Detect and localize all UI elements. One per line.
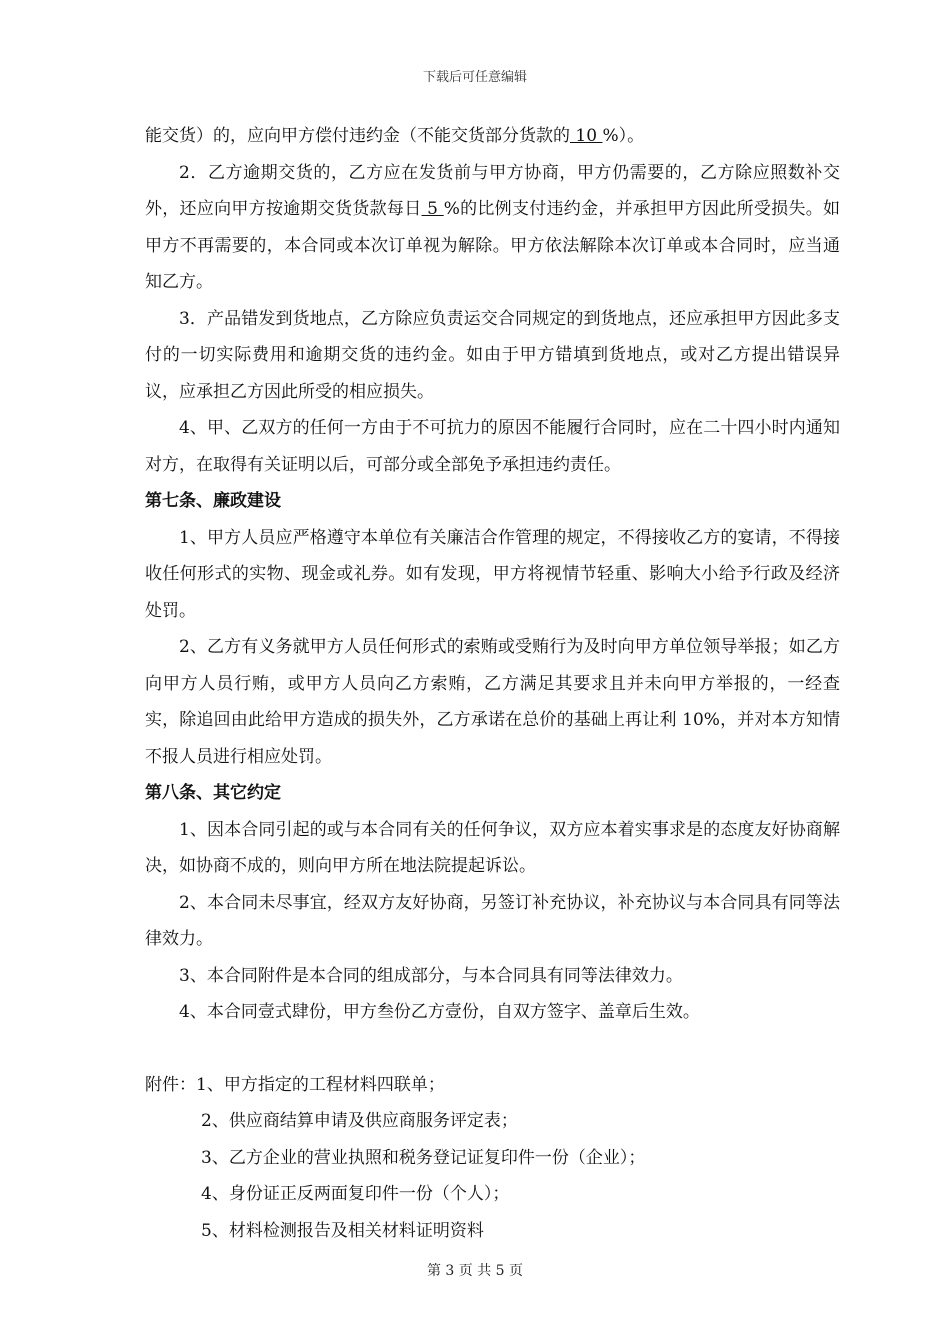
section-8-heading: 第八条、其它约定 (145, 783, 281, 803)
paragraph-6-continuation (145, 118, 840, 155)
text-run: 2．乙方逾期交货的，乙方应在发货前与甲方协商，甲方仍需要的，乙方除应照数补交外，还应向甲方按逾期交货货款每日 (145, 162, 840, 219)
paragraph-8-2: 2、本合同未尽事宜，经双方友好协商，另签订补充协议，补充协议与本合同具有同等法律效力。 (145, 892, 840, 949)
paragraph-6-3: 3．产品错发到货地点，乙方除应负责运交合同规定的到货地点，还应承担甲方因此多支付的一切实际费用和逾期交货的违约金。如由于甲方错填到货地点，或对乙方提出错误异议，应承担乙方因此所受的相应损失。 (145, 308, 840, 402)
page-footer: 第 3 页 共 5 页 (426, 1263, 524, 1279)
underlined-value: 10 (570, 126, 603, 146)
attachment-item: 3、乙方企业的营业执照和税务登记证复印件一份（企业）； (201, 1147, 646, 1168)
text-run: 能交货）的，应向甲方偿付违约金（不能交货部分货款的 (145, 126, 570, 146)
spacer (145, 1031, 840, 1067)
attachments-label: 附件： (145, 1074, 196, 1095)
document-body (145, 118, 840, 1249)
paragraph-6-4: 4、甲、乙双方的任何一方由于不可抗力的原因不能履行合同时，应在二十四小时内通知对方，在取得有关证明以后，可部分或全部免予承担违约责任。 (145, 418, 840, 475)
text-run: %）。 (602, 126, 645, 146)
attachment-item: 4、身份证正反两面复印件一份（个人）； (201, 1184, 510, 1204)
paragraph-7-2: 2、乙方有义务就甲方人员任何形式的索贿或受贿行为及时向甲方单位领导举报；如乙方向甲方人员行贿，或甲方人员向乙方索贿，乙方满足其要求且并未向甲方举报的，一经查实，除追回由此给甲方造成的损失外，乙方承诺在总价的基础上再让利 10%，并对本方知情不报人员进行相应处罚。 (145, 637, 840, 767)
attachment-item: 5、材料检测报告及相关材料证明资料 (201, 1220, 484, 1241)
attachment-item: 1、甲方指定的工程材料四联单； (196, 1074, 445, 1095)
paragraph-7-1: 1、甲方人员应严格遵守本单位有关廉洁合作管理的规定，不得接收乙方的宴请，不得接收任何形式的实物、现金或礼券。如有发现，甲方将视情节轻重、影响大小给予行政及经济处罚。 (145, 527, 840, 621)
underlined-value: 5 (421, 199, 444, 219)
paragraph-6-2 (145, 155, 840, 301)
paragraph-8-3: 3、本合同附件是本合同的组成部分，与本合同具有同等法律效力。 (179, 965, 683, 986)
paragraph-8-4: 4、本合同壹式肆份，甲方叁份乙方壹份，自双方签字、盖章后生效。 (179, 1002, 700, 1022)
attachment-line-1 (145, 1067, 840, 1104)
section-7-heading: 第七条、廉政建设 (145, 491, 281, 511)
attachment-item: 2、供应商结算申请及供应商服务评定表； (201, 1111, 518, 1131)
text-run: %的比例支付违约金，并承担甲方因此所受损失。如甲方不再需要的，本合同或本次订单视为解除。甲方依法解除本次订单或本合同时，应当通知乙方。 (145, 199, 841, 292)
paragraph-8-1: 1、因本合同引起的或与本合同有关的任何争议，双方应本着实事求是的态度友好协商解决，如协商不成的，则向甲方所在地法院提起诉讼。 (145, 819, 840, 876)
page-header: 下载后可任意编辑 (422, 70, 527, 85)
